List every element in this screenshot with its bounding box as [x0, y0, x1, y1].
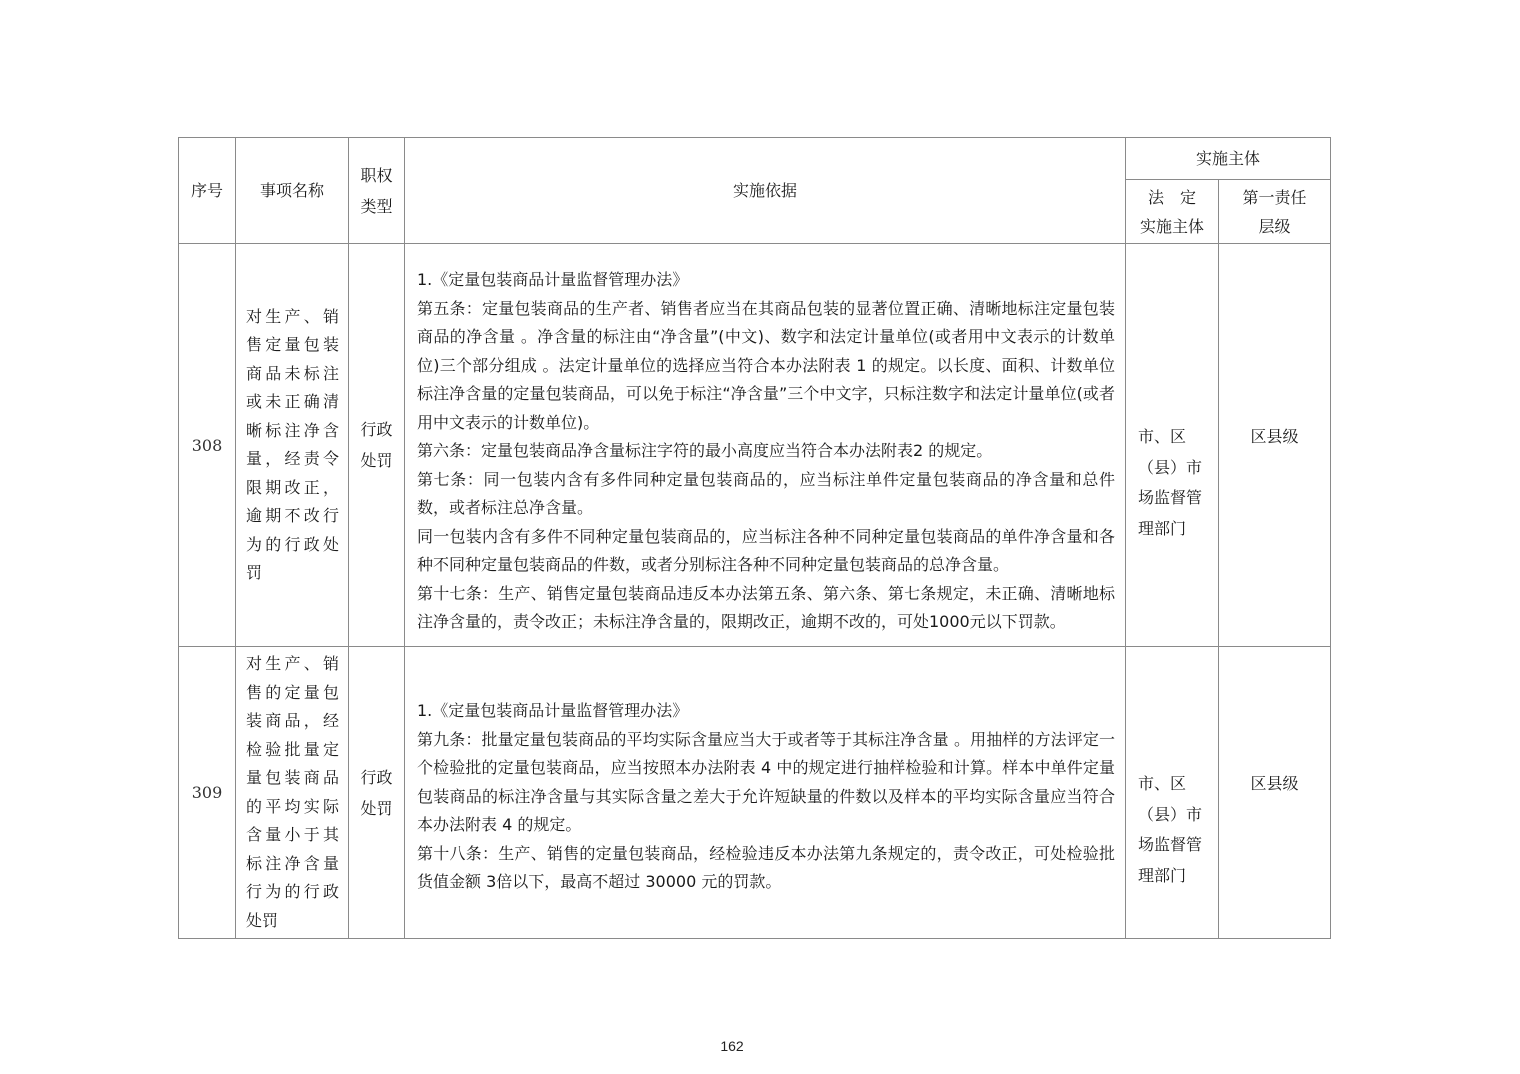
header-item-name: 事项名称	[236, 138, 349, 244]
row-first-resp	[1219, 244, 1331, 647]
row-legal-subject-text: 市、区（县）市场监督管理部门	[1138, 427, 1203, 538]
row-basis	[405, 647, 1126, 939]
row-legal-subject	[1126, 647, 1219, 939]
header-impl-subject: 实施主体	[1126, 138, 1331, 180]
basis-article: 第十八条：生产、销售的定量包装商品，经检验违反本办法第九条规定的，责令改正，可处检验批货值金额 3倍以下，最高不超过 30000 元的罚款。	[417, 843, 1115, 891]
basis-law-title: 1.《定量包装商品计量监督管理办法》	[417, 270, 689, 289]
header-seq: 序号	[179, 138, 236, 244]
basis-article: 第九条：批量定量包装商品的平均实际含量应当大于或者等于其标注净含量 。用抽样的方法评定一个检验批的定量包装商品，应当按照本办法附表 4 中的规定进行抽样检验和计算。样本中单件定量包装商品的标注净含量与其实际含量之差大于允许短缺量的件数以及样本的平均实际含量应当符合本办法附表 4 的规定。	[417, 729, 1115, 834]
basis-article: 第五条：定量包装商品的生产者、销售者应当在其商品包装的显著位置正确、清晰地标注定量包装商品的净含量 。净含量的标注由“净含量”(中文)、数字和法定计量单位(或者用中文表示的计数单位)三个部分组成 。法定计量单位的选择应当符合本办法附表 1 的规定。以长度、面积、计数单位标注净含量的定量包装商品，可以免于标注“净含量”三个中文字，只标注数字和法定计量单位(或者用中文表示的计数单位)。	[417, 298, 1115, 432]
row-item-name: 对生产、销售的定量包装商品，经检验批量定量包装商品的平均实际含量小于其标注净含量行为的行政处罚	[236, 647, 349, 939]
row-seq: 309	[179, 647, 236, 939]
row-first-resp-text: 区县级	[1250, 427, 1299, 446]
basis-article: 第七条：同一包装内含有多件同种定量包装商品的，应当标注单件定量包装商品的净含量和总件数，或者标注总净含量。	[417, 469, 1115, 517]
header-first-resp	[1219, 180, 1331, 244]
header-legal-subject	[1126, 180, 1219, 244]
enforcement-items-table	[178, 137, 1331, 939]
row-legal-subject	[1126, 244, 1219, 647]
basis-article: 同一包装内含有多件不同种定量包装商品的，应当标注各种不同种定量包装商品的单件净含量和各种不同种定量包装商品的件数，或者分别标注各种不同种定量包装商品的总净含量。	[417, 526, 1115, 574]
header-legal-subject-line1: 法 定	[1147, 187, 1196, 207]
header-basis: 实施依据	[405, 138, 1126, 244]
row-power-type-text: 行政处罚	[360, 767, 393, 818]
row-first-resp	[1219, 647, 1331, 939]
header-first-resp-line2: 层级	[1258, 216, 1291, 236]
row-seq: 308	[179, 244, 236, 647]
basis-article: 第十七条：生产、销售定量包装商品违反本办法第五条、第六条、第七条规定，未正确、清晰地标注净含量的，责令改正；未标注净含量的，限期改正，逾期不改的，可处1000元以下罚款。	[417, 583, 1115, 631]
header-power-type	[349, 138, 405, 244]
row-item-name: 对生产、销售定量包装商品未标注或未正确清晰标注净含量，经责令限期改正，逾期不改行为的行政处罚	[236, 244, 349, 647]
header-row-1	[179, 138, 1331, 180]
table-row	[179, 647, 1331, 939]
header-first-resp-line1: 第一责任	[1242, 187, 1307, 207]
basis-law-title: 1.《定量包装商品计量监督管理办法》	[417, 701, 689, 720]
row-basis	[405, 244, 1126, 647]
row-power-type-text: 行政处罚	[360, 420, 393, 470]
row-first-resp-text: 区县级	[1250, 774, 1299, 793]
row-legal-subject-text: 市、区（县）市场监督管理部门	[1138, 774, 1203, 885]
header-legal-subject-line2: 实施主体	[1139, 216, 1204, 236]
page-number: 162	[720, 1038, 744, 1054]
row-power-type	[349, 244, 405, 647]
row-power-type	[349, 647, 405, 939]
table-row	[179, 244, 1331, 647]
basis-article: 第六条：定量包装商品净含量标注字符的最小高度应当符合本办法附表2 的规定。	[417, 441, 993, 460]
header-power-type-text: 职权类型	[360, 165, 393, 216]
